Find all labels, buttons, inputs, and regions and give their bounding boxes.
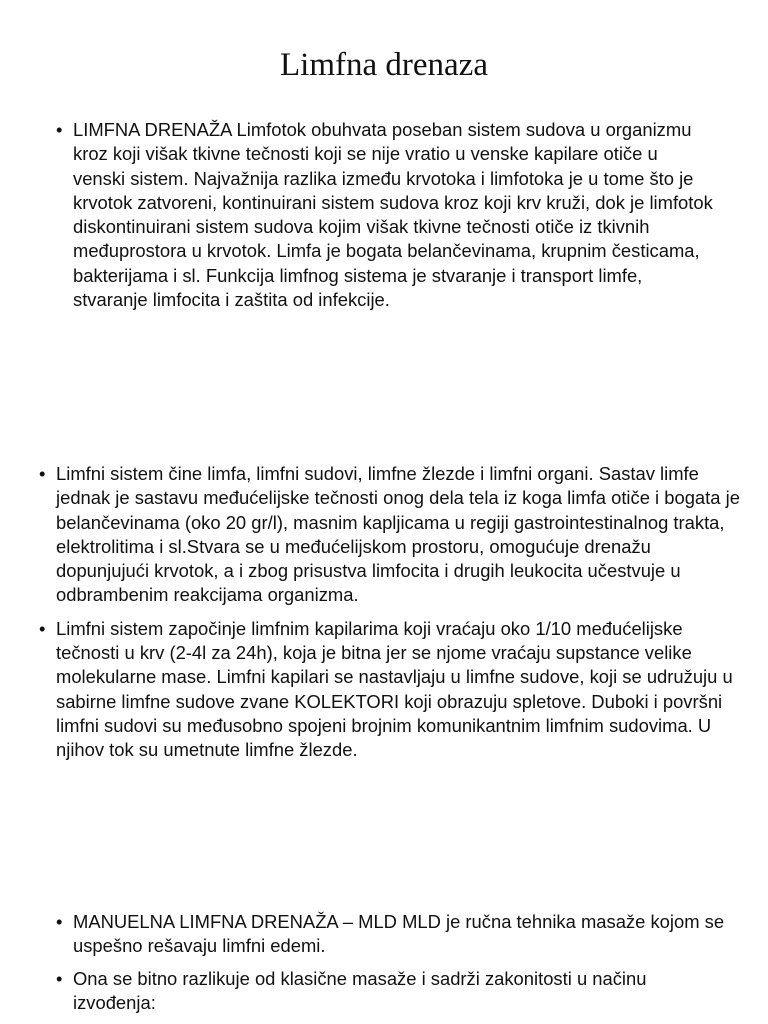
bullet-icon: • [56,967,63,989]
bullet-icon: • [39,617,46,639]
mld-bullet-list [56,910,733,1015]
paragraph-text: MANUELNA LIMFNA DRENAŽA – MLD MLD je ručna tehnika masaže kojom se uspešno rešavaju limfni edemi. [73,911,725,957]
intro-bullet-list [56,118,713,312]
paragraph-text: Ona se bitno razlikuje od klasične masaže i sadrži zakonitosti u načinu izvođenja: [73,967,647,1013]
bullet-icon: • [56,119,63,140]
bullet-paragraph [56,910,733,959]
page-title: Limfna drenaza [280,47,488,83]
lymph-system-bullet-list [39,462,746,763]
bullet-icon: • [39,463,46,484]
bullet-paragraph [56,967,733,1016]
paragraph-text: Limfni sistem započinje limfnim kapilarima koji vraćaju oko 1/10 međućelijske tečnosti u krv (2-4l za 24h), koja je bitna jer se njome vraćaju supstance velike molekularne mase. Limfni kapilari se nastavljaju u limfne sudove, koji se udružuju u sabirne limfne sudove zvane KOLEKTORI koji obrazuju spletove. Duboki i površni limfni sudovi su međusobno spojeni brojnim komunikantnim limfnim sudovima. U njihov tok su umetnute limfne žlezde. [56,617,733,761]
bullet-paragraph [39,617,746,763]
bullet-paragraph [39,462,746,608]
bullet-paragraph [56,118,713,312]
paragraph-text: Limfni sistem čine limfa, limfni sudovi, limfne žlezde i limfni organi. Sastav limfe jednak je sastavu međućelijske tečnosti onog dela tela iz koga limfa otiče i bogata je belančevinama (oko 20 gr/l), masnim kapljicama u regiji gastrointestinalnog trakta, elektrolitima i sl.Stvara se u međućelijskom prostoru, omogućuje drenažu dopunjujući krvotok, a i zbog prisustva limfocita i drugih leukocita učestvuje u odbrambenim reakcijama organizma. [56,463,740,606]
paragraph-text: LIMFNA DRENAŽA Limfotok obuhvata poseban sistem sudova u organizmu kroz koji višak tkivne tečnosti koji se nije vratio u venske kapilare otiče u venski sistem. Najvažnija razlika između krvotoka i limfotoka je u tome što je krvotok zatvoreni, kontinuirani sistem sudova kroz koji krv kruži, dok je limfotok diskontinuirani sistem sudova kojim višak tkivne tečnosti otiče iz tkivnih međuprostora u krvotok. Limfa je bogata belančevinama, krupnim česticama, bakterijama i sl. Funkcija limfnog sistema je stvaranje i transport limfe, stvaranje limfocita i zaštita od infekcije. [73,119,713,311]
bullet-icon: • [56,911,63,932]
